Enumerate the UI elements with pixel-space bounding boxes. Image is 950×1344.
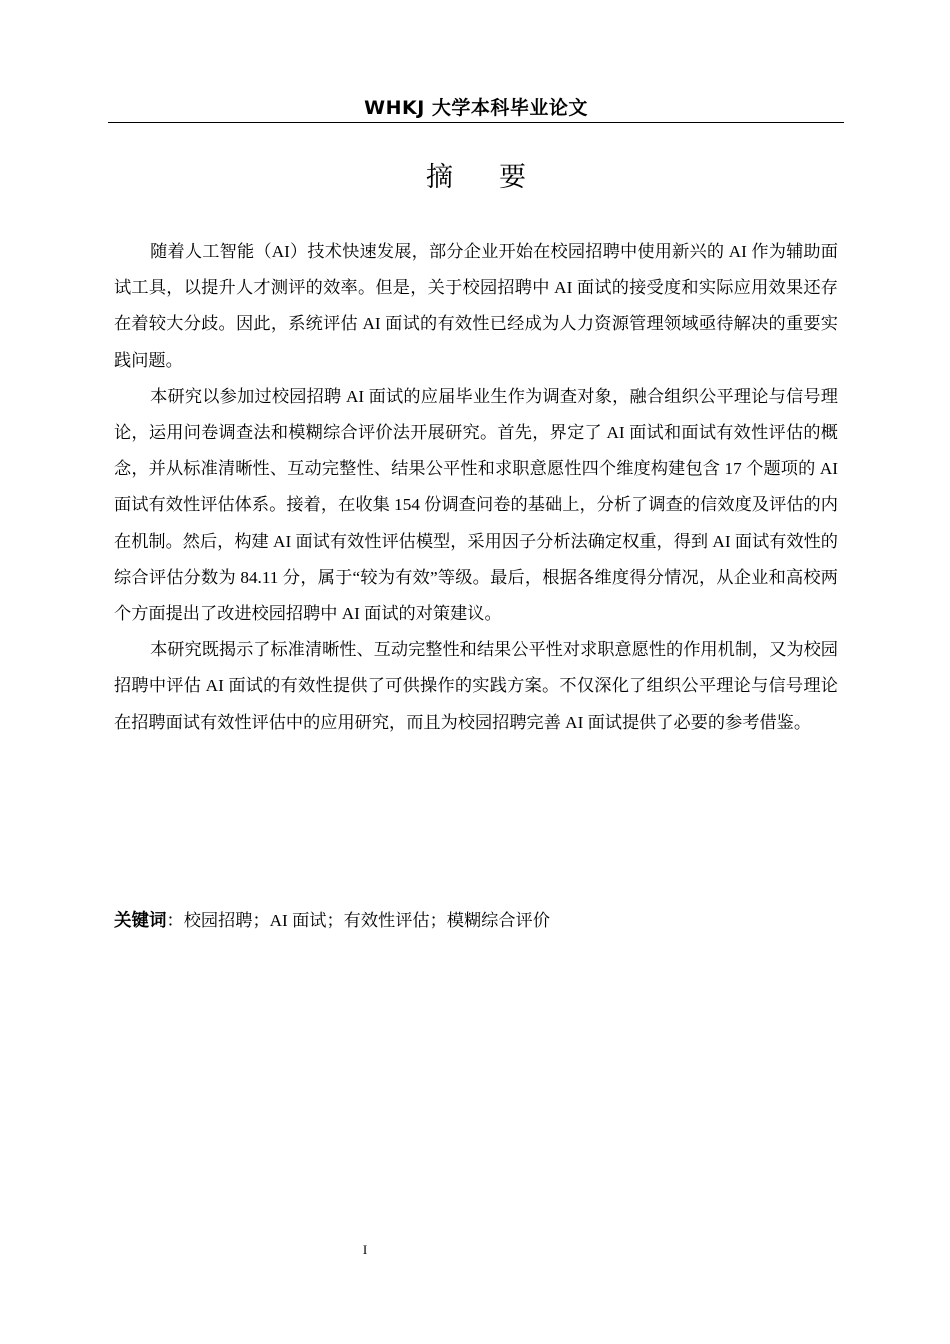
keywords-label: 关键词	[114, 911, 167, 931]
abstract-paragraph-1: 随着人工智能（AI）技术快速发展，部分企业开始在校园招聘中使用新兴的 AI 作为辅助面试工具，以提升人才测评的效率。但是，关于校园招聘中 AI 面试的接受度和实际应用效果还存在着较大分歧。因此，系统评估 AI 面试的有效性已经成为人力资源管理领域亟待解决的重要实践问题。	[114, 242, 838, 370]
keywords-line	[114, 903, 838, 939]
abstract-title: 摘要	[426, 162, 572, 193]
keywords-separator: ：	[166, 911, 184, 930]
header-title: WHKJ 大学本科毕业论文	[364, 97, 588, 119]
abstract-body	[114, 234, 838, 741]
page-number: I	[362, 1242, 368, 1257]
document-header	[108, 94, 844, 122]
abstract-paragraph-3: 本研究既揭示了标准清晰性、互动完整性和结果公平性对求职意愿性的作用机制，又为校园招聘中评估 AI 面试的有效性提供了可供操作的实践方案。不仅深化了组织公平理论与信号理论在招聘面试有效性评估中的应用研究，而且为校园招聘完善 AI 面试提供了必要的参考借鉴。	[114, 640, 838, 732]
keywords-value: 校园招聘；AI 面试；有效性评估；模糊综合评价	[183, 911, 550, 930]
header-divider	[108, 122, 844, 123]
abstract-paragraph-2: 本研究以参加过校园招聘 AI 面试的应届毕业生作为调查对象，融合组织公平理论与信号理论，运用问卷调查法和模糊综合评价法开展研究。首先，界定了 AI 面试和面试有效性评估的概念，并从标准清晰性、互动完整性、结果公平性和求职意愿性四个维度构建包含 17 个题项的 AI 面试有效性评估体系。接着，在收集 154 份调查问卷的基础上，分析了调查的信效度及评估的内在机制。然后，构建 AI 面试有效性评估模型，采用因子分析法确定权重，得到 AI 面试有效性的综合评估分数为 84.11 分，属于“较为有效”等级。最后，根据各维度得分情况，从企业和高校两个方面提出了改进校园招聘中 AI 面试的对策建议。	[114, 386, 838, 624]
